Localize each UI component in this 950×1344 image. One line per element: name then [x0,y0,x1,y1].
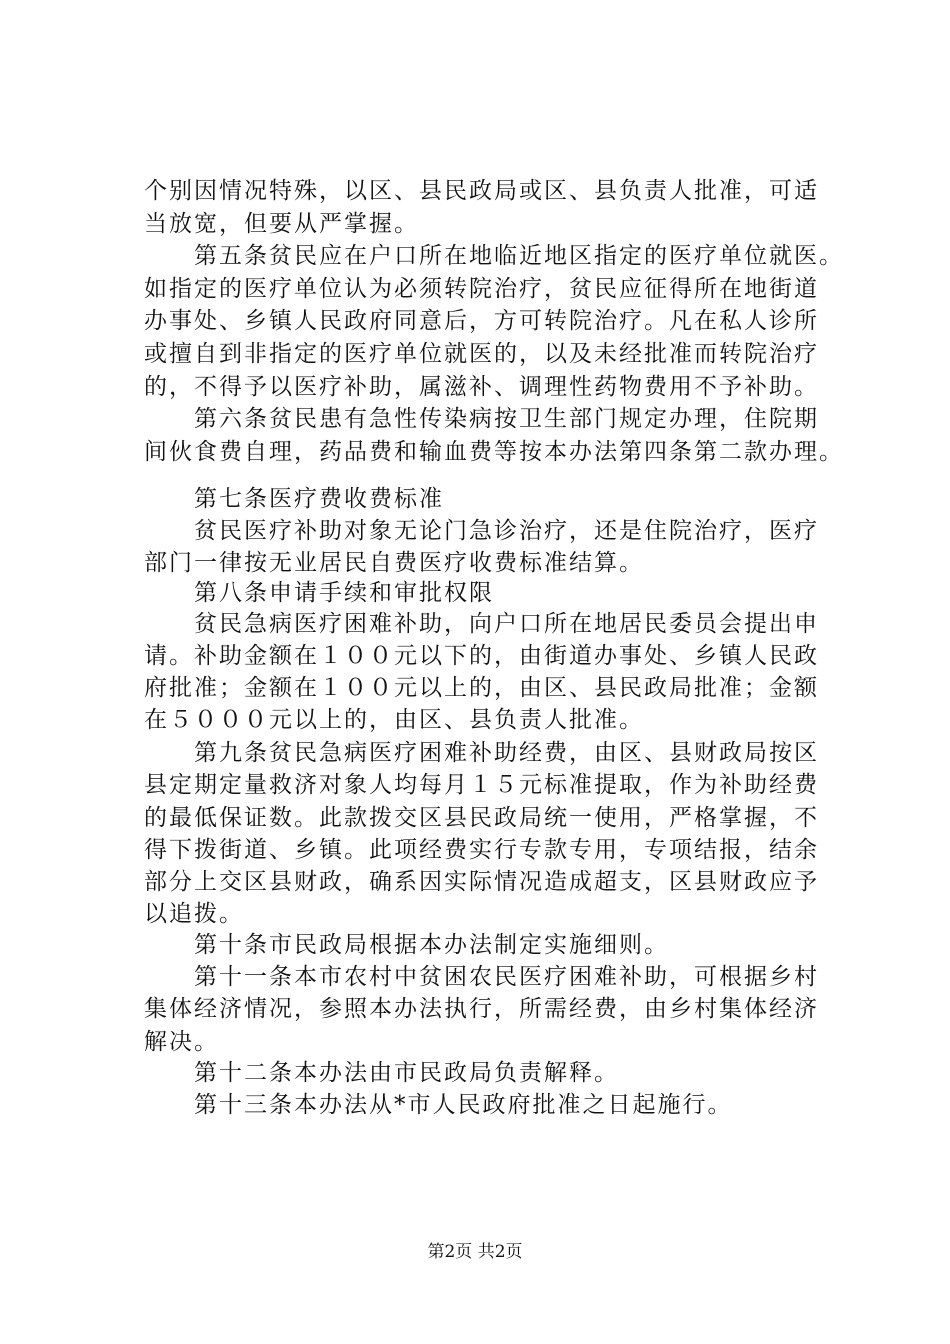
text-line: 或擅自到非指定的医疗单位就医的，以及未经批准而转院治疗 [144,341,819,367]
text-line: 部门一律按无业居民自费医疗收费标准结算。 [144,550,644,576]
text-line: 如指定的医疗单位认为必须转院治疗，贫民应征得所在地街道 [144,276,819,302]
text-line: 第十一条本市农村中贫困农民医疗困难补助，可根据乡村 [144,964,819,990]
text-line: 的最低保证数。此款拨交区县民政局统一使用，严格掌握，不 [144,805,819,831]
text-line: 的，不得予以医疗补助，属滋补、调理性药物费用不予补助。 [144,374,819,400]
text-line: 部分上交区县财政，确系因实际情况造成超支，区县财政应予 [144,869,819,895]
text-line: 第十二条本办法由市民政局负责解释。 [144,1060,619,1086]
text-line: 第九条贫民急病医疗困难补助经费，由区、县财政局按区 [144,740,819,766]
page-number-footer: 第2页 共2页 [427,1242,523,1262]
text-line: 贫民医疗补助对象无论门急诊治疗，还是住院治疗，医疗 [144,518,819,544]
text-line: 第十条市民政局根据本办法制定实施细则。 [144,932,669,958]
text-line: 以追拨。 [144,901,244,927]
text-line: 第八条申请手续和审批权限 [144,580,494,606]
text-line: 在５０００元以上的，由区、县负责人批准。 [144,707,644,733]
text-line: 贫民急病医疗困难补助，向户口所在地居民委员会提出申 [144,611,819,637]
text-line: 请。补助金额在１００元以下的，由街道办事处、乡镇人民政 [144,643,819,669]
text-line: 解决。 [144,1029,219,1055]
text-line: 当放宽，但要从严掌握。 [144,211,419,237]
text-line: 县定期定量救济对象人均每月１５元标准提取，作为补助经费 [144,772,819,798]
text-line: 府批准；金额在１００元以上的，由区、县民政局批准；金额 [144,675,819,701]
text-line: 第七条医疗费收费标准 [144,486,444,512]
text-line: 间伙食费自理，药品费和输血费等按本办法第四条第二款办理。 [144,439,844,465]
text-line: 第十三条本办法从*市人民政府批准之日起施行。 [144,1092,733,1118]
text-line: 得下拨街道、乡镇。此项经费实行专款专用，专项结报，结余 [144,837,819,863]
text-line: 个别因情况特殊，以区、县民政局或区、县负责人批准，可适 [144,178,819,204]
text-line: 第五条贫民应在户口所在地临近地区指定的医疗单位就医。 [144,243,844,269]
text-line: 集体经济情况，参照本办法执行，所需经费，由乡村集体经济 [144,996,819,1022]
text-line: 第六条贫民患有急性传染病按卫生部门规定办理，住院期 [144,406,819,432]
text-line: 办事处、乡镇人民政府同意后，方可转院治疗。凡在私人诊所 [144,308,819,334]
